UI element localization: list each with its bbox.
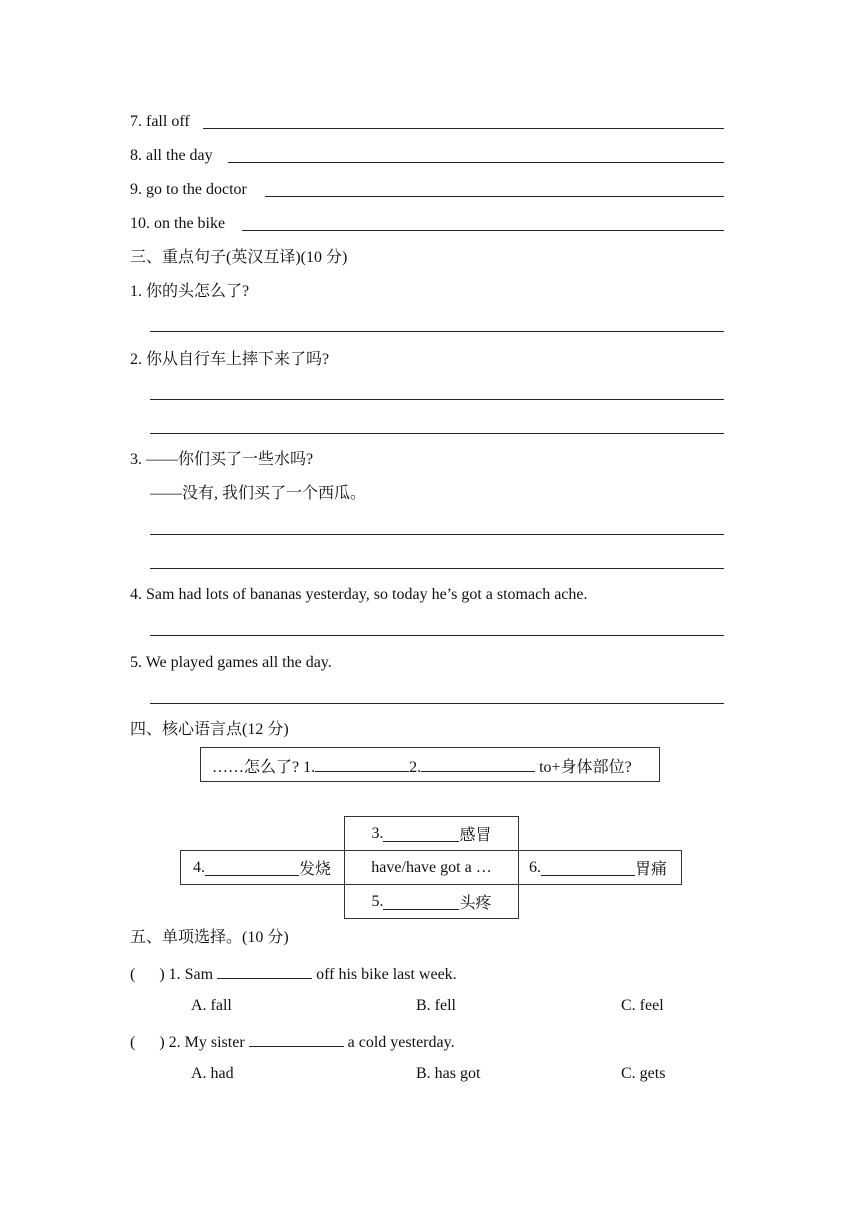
mc-2-option-c[interactable]: C. gets [621,1065,666,1082]
question-3-3b: ——没有, 我们买了一个西瓜。 [150,485,367,502]
mc-1-paren: ( [130,966,136,983]
mc-2-option-a[interactable]: A. had [191,1065,234,1082]
question-3-5: 5. We played games all the day. [130,654,332,671]
mc-2-text: ) 2. My sister [159,1034,245,1051]
blank-3[interactable] [383,825,459,842]
mc-2-option-b[interactable]: B. has got [416,1065,481,1082]
phrase-10-text: 10. on the bike [130,215,226,232]
phrase-9-text: 9. go to the doctor [130,181,247,198]
answer-line-3-3a[interactable] [150,534,724,535]
section-4-heading: 四、核心语言点(12 分) [130,721,289,738]
cell-right-word: 胃痛 [635,861,668,878]
mc-1-option-c[interactable]: C. feel [621,997,664,1014]
cell-left [180,850,345,885]
phrase-9 [130,180,247,200]
question-3-1: 1. 你的头怎么了? [130,283,250,300]
mc-2-paren: ( [130,1034,136,1051]
mc-1-option-b[interactable]: B. fell [416,997,456,1014]
question-3-3a: 3. ——你们买了一些水吗? [130,451,314,468]
phrase-8-text: 8. all the day [130,147,213,164]
phrase-7-text: 7. fall off [130,113,190,130]
answer-line-3-4[interactable] [150,635,724,636]
question-3-2: 2. 你从自行车上摔下来了吗? [130,351,330,368]
cell-center-text: have/have got a … [371,858,492,876]
answer-line-3-3b[interactable] [150,568,724,569]
mc-1-option-a[interactable]: A. fall [191,997,232,1014]
phrase-10 [130,214,225,234]
answer-line-10[interactable] [242,230,724,231]
mc-question-2 [130,1030,455,1053]
cell-top-num: 3. [371,824,384,842]
cell-center [344,850,519,885]
cell-bottom [344,884,519,919]
phrase-box [200,747,660,782]
cell-bottom-num: 5. [371,892,384,910]
mc-2-blank[interactable] [249,1030,344,1047]
question-3-4: 4. Sam had lots of bananas yesterday, so today he’s got a stomach ache. [130,586,588,603]
phrase-box-prefix: ……怎么了? 1. [212,759,316,776]
answer-line-3-1[interactable] [150,331,724,332]
blank-6[interactable] [541,859,635,876]
answer-line-3-2a[interactable] [150,399,724,400]
cell-top [344,816,519,851]
cell-top-word: 感冒 [459,827,492,844]
mc-1-text: ) 1. Sam [159,966,214,983]
phrase-box-suffix: to+身体部位? [535,759,632,776]
blank-4[interactable] [205,859,299,876]
blank-5[interactable] [383,893,459,910]
section-5-heading: 五、单项选择。(10 分) [130,929,289,946]
mc-1-rest: off his bike last week. [312,966,457,983]
blank-2[interactable] [421,755,535,772]
cell-right [518,850,682,885]
answer-line-9[interactable] [265,196,724,197]
mc-1-blank[interactable] [217,962,312,979]
cell-right-num: 6. [529,858,541,876]
section-3-heading: 三、重点句子(英汉互译)(10 分) [130,249,348,266]
answer-line-3-5[interactable] [150,703,724,704]
answer-line-7[interactable] [203,128,724,129]
cell-bottom-word: 头疼 [459,895,492,912]
phrase-box-content [212,755,632,778]
answer-line-3-2b[interactable] [150,433,724,434]
mc-2-rest: a cold yesterday. [343,1034,455,1051]
cell-left-num: 4. [193,858,205,876]
phrase-box-mid: 2. [409,759,422,776]
mc-question-1 [130,962,457,985]
answer-line-8[interactable] [228,162,724,163]
phrase-8 [130,146,213,166]
blank-1[interactable] [315,755,409,772]
cell-left-word: 发烧 [299,861,332,878]
phrase-7 [130,112,190,132]
